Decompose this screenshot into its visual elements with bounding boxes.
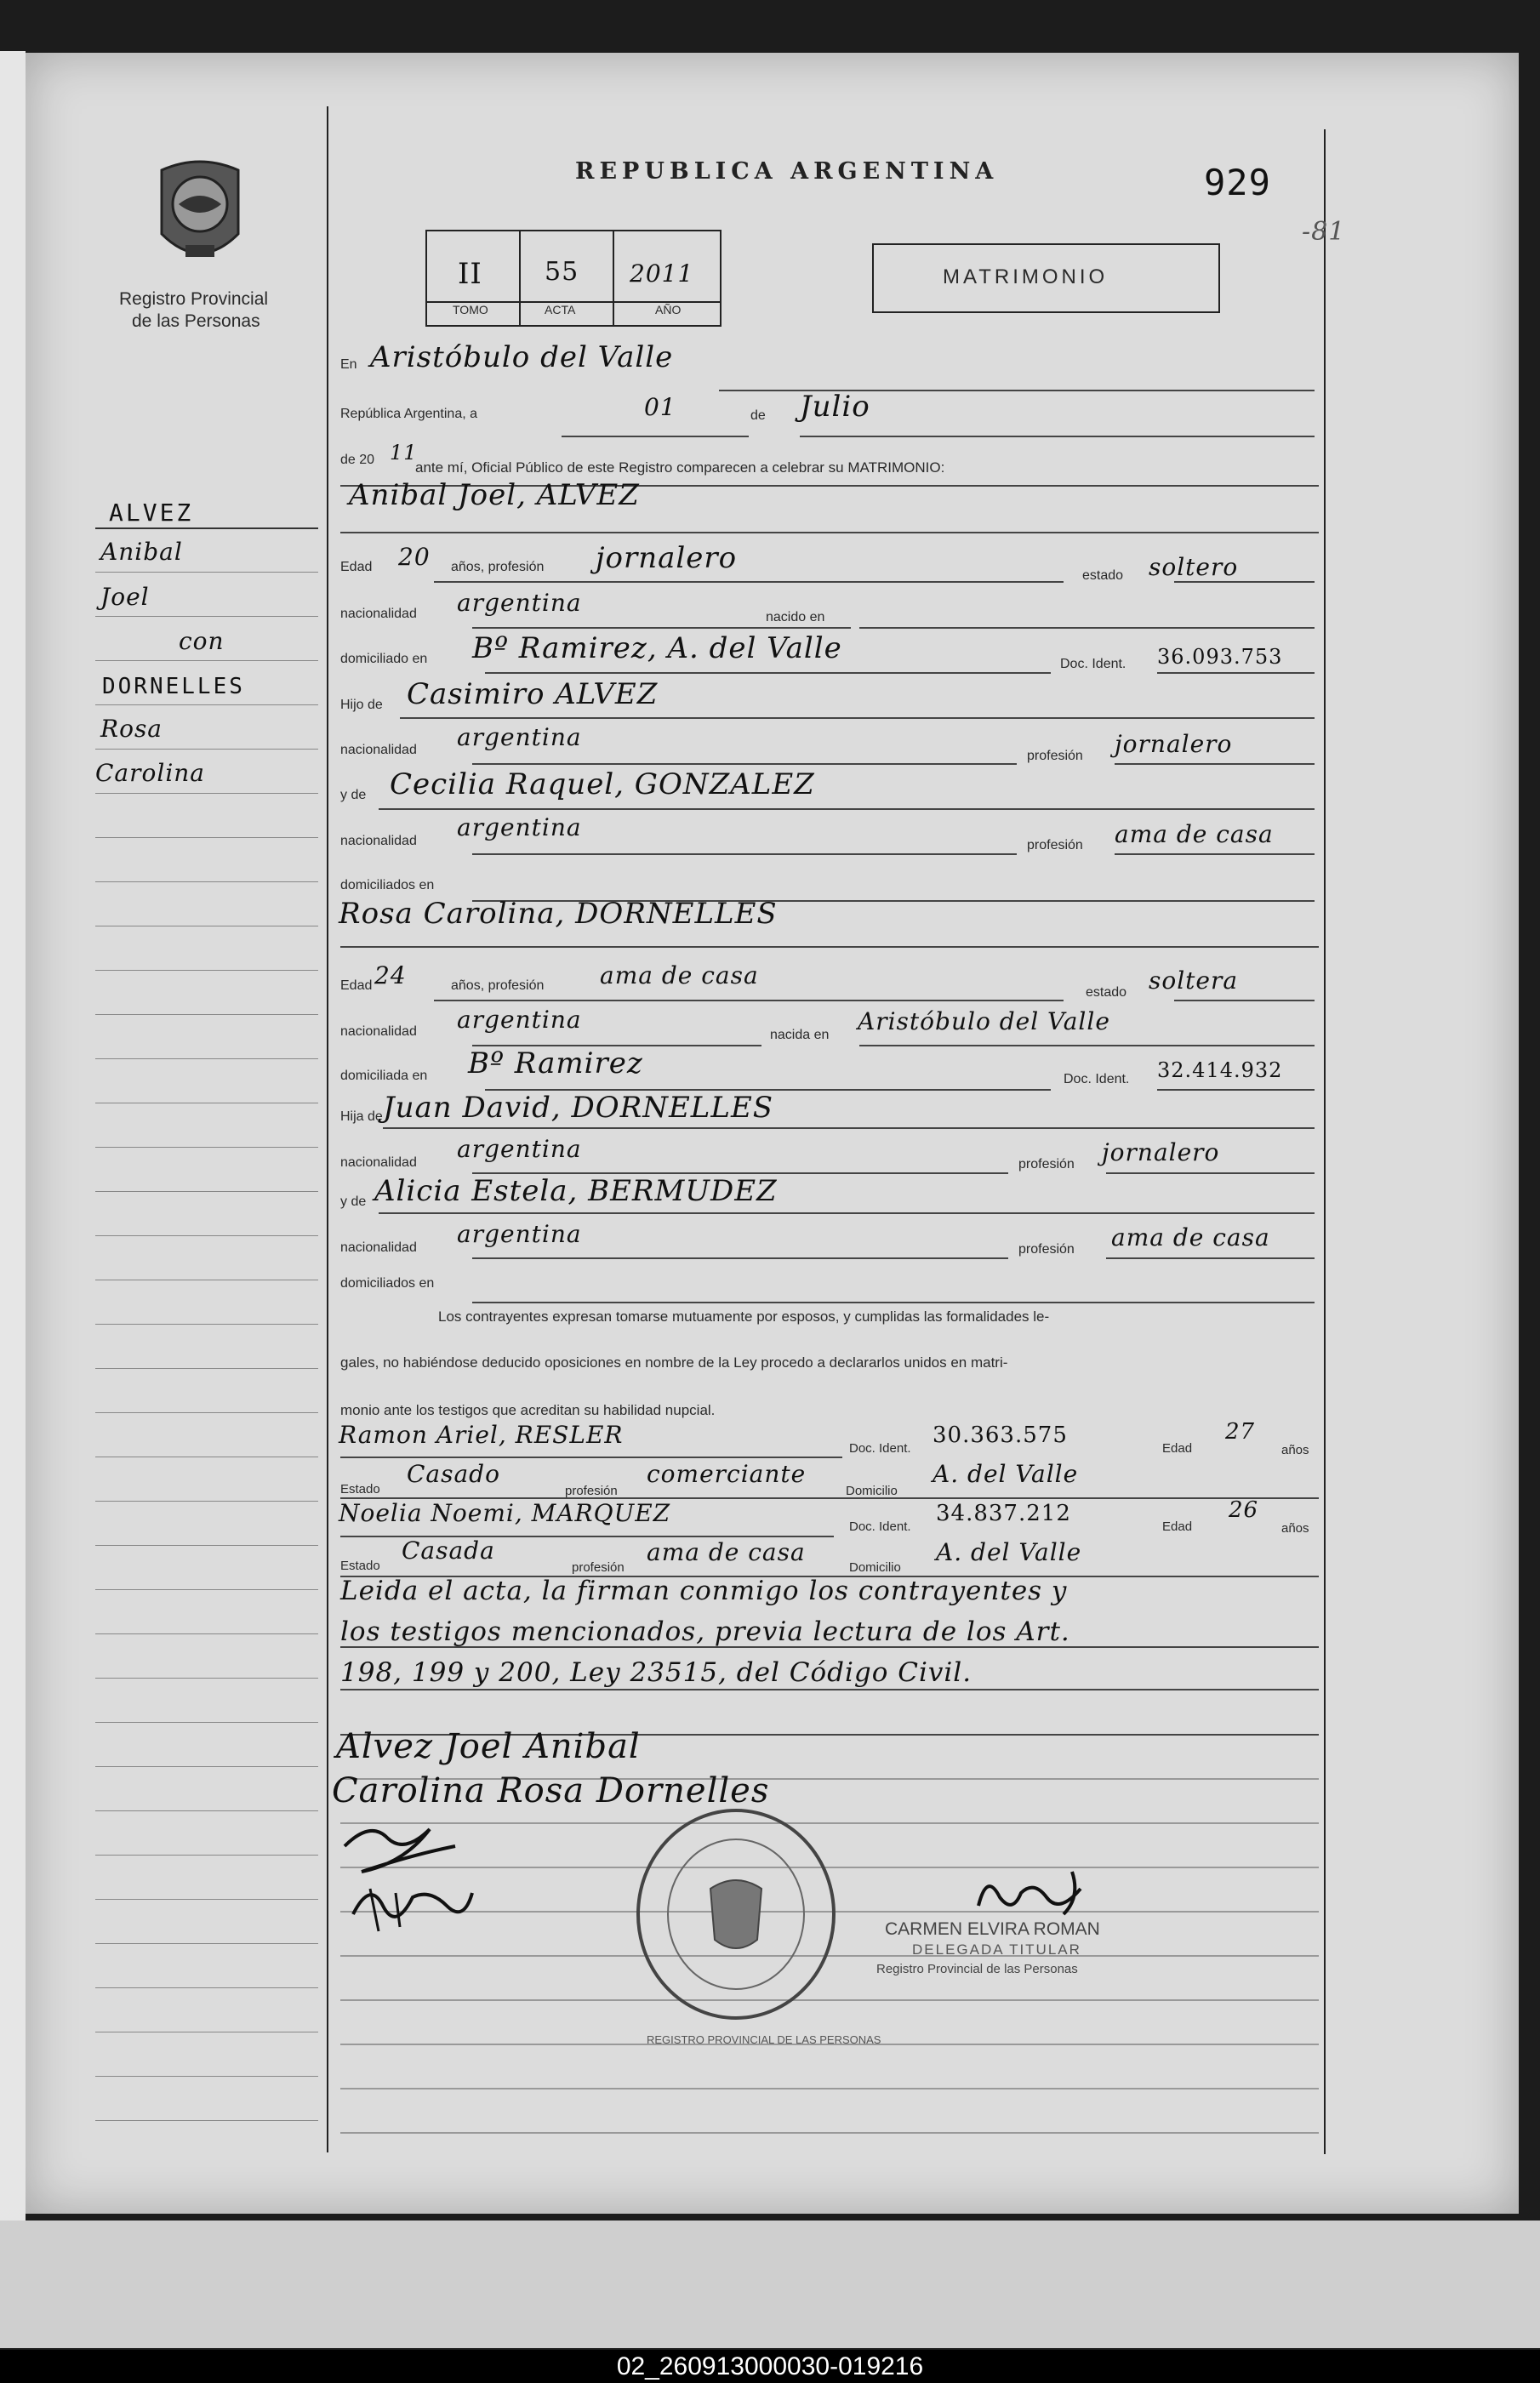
groom-domiciliados-label: domiciliados en <box>340 878 435 892</box>
declaration-line2: gales, no habiéndose deducido oposiciones en nombre de la Ley procedo a declararlos unidos en matri- <box>340 1354 1008 1371</box>
groom-name: Anibal Joel, ALVEZ <box>349 478 640 512</box>
bride-domicilio-label: domiciliada en <box>340 1069 428 1083</box>
bride-status: soltera <box>1149 966 1239 995</box>
groom-hijo-label: Hijo de <box>340 698 383 712</box>
groom-domicilio-label: domiciliado en <box>340 652 428 666</box>
bride-domicile: Bº Ramirez <box>468 1046 643 1080</box>
signature-groom: Alvez Joel Anibal <box>336 1727 641 1766</box>
closing-line2: los testigos mencionados, previa lectura de los Art. <box>340 1616 1070 1647</box>
year-suffix: 11 <box>390 441 418 465</box>
bride-profesion-label: años, profesión <box>451 978 545 993</box>
groom-mother-nat-label: nacionalidad <box>340 834 417 848</box>
groom-father: Casimiro ALVEZ <box>407 677 659 711</box>
month-value: Julio <box>800 390 870 424</box>
bride-hija-label: Hija de <box>340 1109 383 1124</box>
intro-text: ante mí, Oficial Público de este Registro comparecen a celebrar su MATRIMONIO: <box>415 459 945 476</box>
bride-mother-nat-label: nacionalidad <box>340 1240 417 1255</box>
witness2-status: Casada <box>402 1536 495 1565</box>
witness2-prof-label: profesión <box>572 1560 625 1575</box>
witness2-doc-label: Doc. Ident. <box>849 1519 911 1534</box>
groom-father-nationality: argentina <box>457 723 582 751</box>
tomo-value: II <box>458 257 482 291</box>
official-signature-icon <box>970 1863 1089 1923</box>
bride-profession: ama de casa <box>600 961 759 989</box>
bride-father-prof-label: profesión <box>1018 1157 1075 1172</box>
margin-rule <box>327 106 328 2152</box>
groom-status: soltero <box>1149 553 1239 581</box>
de-label: de <box>750 408 766 423</box>
bride-mother: Alicia Estela, BERMUDEZ <box>374 1174 778 1208</box>
groom-mother: Cecilia Raquel, GONZALEZ <box>390 767 815 801</box>
bride-father-profession: jornalero <box>1102 1138 1220 1166</box>
groom-mother-profession: ama de casa <box>1115 820 1274 848</box>
bride-edad-label: Edad <box>340 978 373 993</box>
agency-line1: Registro Provincial <box>119 289 269 309</box>
witness1-edad-label: Edad <box>1162 1441 1193 1456</box>
witness1-status: Casado <box>407 1460 500 1488</box>
republic-label: República Argentina, a <box>340 407 477 421</box>
margin-bride-surname: DORNELLES <box>102 674 245 699</box>
witness1-profession: comerciante <box>647 1460 807 1488</box>
corner-mark: -81 <box>1302 217 1346 247</box>
official-seal-icon <box>630 1804 842 2025</box>
en-label: En <box>340 357 357 372</box>
margin-con: con <box>179 627 225 655</box>
witness2-edad-label: Edad <box>1162 1519 1193 1534</box>
seal-text: REGISTRO PROVINCIAL DE LAS PERSONAS <box>647 2033 881 2046</box>
bride-father-nat-label: nacionalidad <box>340 1155 417 1170</box>
scan-bottom-strip <box>0 2221 1540 2348</box>
witness1-age: 27 <box>1225 1419 1256 1445</box>
bride-mother-prof-label: profesión <box>1018 1242 1075 1257</box>
page-number: 929 <box>1204 162 1271 203</box>
year-prefix: de 20 <box>340 453 375 467</box>
groom-profession: jornalero <box>596 541 738 575</box>
witness1-estado-label: Estado <box>340 1482 380 1497</box>
bride-name: Rosa Carolina, DORNELLES <box>339 897 778 931</box>
day-value: 01 <box>644 393 676 421</box>
witness2-anos-label: años <box>1281 1521 1309 1536</box>
bride-domiciliados-label: domiciliados en <box>340 1276 435 1291</box>
official-office: Registro Provincial de las Personas <box>876 1962 1078 1976</box>
groom-domicile: Bº Ramirez, A. del Valle <box>472 631 842 665</box>
margin-groom-surname: ALVEZ <box>109 499 194 527</box>
bride-mother-profession: ama de casa <box>1111 1223 1270 1251</box>
right-rule <box>1324 129 1326 2154</box>
acta-label: ACTA <box>545 303 576 316</box>
bride-estado-label: estado <box>1086 985 1127 1000</box>
bride-doc-label: Doc. Ident. <box>1064 1072 1130 1086</box>
year-value: 2011 <box>630 259 694 288</box>
declaration-line1: Los contrayentes expresan tomarse mutuamente por esposos, y cumplidas las formalidades le- <box>438 1308 1050 1325</box>
margin-groom-first: Anibal <box>100 538 183 566</box>
signature-bride: Carolina Rosa Dornelles <box>332 1771 770 1810</box>
groom-edad-label: Edad <box>340 560 373 574</box>
groom-mother-prof-label: profesión <box>1027 838 1083 852</box>
bride-age: 24 <box>374 961 407 989</box>
record-type: MATRIMONIO <box>943 265 1109 288</box>
declaration-line3: monio ante los testigos que acreditan su habilidad nupcial. <box>340 1402 716 1418</box>
witness2-name: Noelia Noemi, MARQUEZ <box>339 1499 671 1527</box>
bride-nacida-label: nacida en <box>770 1028 830 1042</box>
margin-bride-second: Carolina <box>95 759 205 787</box>
closing-line1: Leida el acta, la firman conmigo los contrayentes y <box>340 1576 1068 1606</box>
bride-yde-label: y de <box>340 1194 367 1209</box>
bride-father: Juan David, DORNELLES <box>383 1091 774 1125</box>
groom-mother-nationality: argentina <box>457 813 582 841</box>
witness1-anos-label: años <box>1281 1443 1309 1457</box>
groom-nationality: argentina <box>457 589 582 617</box>
closing-line3: 198, 199 y 200, Ley 23515, del Código Civil. <box>340 1657 972 1688</box>
groom-doc-label: Doc. Ident. <box>1060 657 1126 671</box>
witness1-name: Ramon Ariel, RESLER <box>339 1421 624 1449</box>
bride-birthplace: Aristóbulo del Valle <box>858 1007 1110 1035</box>
agency-line2: de las Personas <box>132 311 260 331</box>
groom-father-nat-label: nacionalidad <box>340 743 417 757</box>
witness1-domicile: A. del Valle <box>933 1460 1079 1488</box>
place-value: Aristóbulo del Valle <box>370 340 674 374</box>
witness-signatures-icon <box>336 1821 489 1940</box>
witness2-estado-label: Estado <box>340 1559 380 1573</box>
groom-father-prof-label: profesión <box>1027 749 1083 763</box>
bride-mother-nationality: argentina <box>457 1220 582 1248</box>
witness2-domicile: A. del Valle <box>936 1538 1082 1566</box>
groom-nacionalidad-label: nacionalidad <box>340 607 417 621</box>
witness1-prof-label: profesión <box>565 1484 618 1498</box>
country-title: REPUBLICA ARGENTINA <box>575 158 999 185</box>
witness1-doc: 30.363.575 <box>933 1422 1068 1448</box>
groom-father-profession: jornalero <box>1115 730 1233 758</box>
image-id: 02_260913000030-019216 <box>616 2352 924 2380</box>
groom-doc: 36.093.753 <box>1157 645 1283 669</box>
bride-nacionalidad-label: nacionalidad <box>340 1024 417 1039</box>
bride-doc: 32.414.932 <box>1157 1058 1283 1082</box>
witness2-profession: ama de casa <box>647 1538 806 1566</box>
bride-father-nationality: argentina <box>457 1135 582 1163</box>
image-id-bar <box>0 2350 1540 2383</box>
groom-estado-label: estado <box>1082 568 1124 583</box>
groom-age: 20 <box>398 543 431 571</box>
witness2-dom-label: Domicilio <box>849 1560 901 1575</box>
witness1-doc-label: Doc. Ident. <box>849 1441 911 1456</box>
margin-bride-first: Rosa <box>100 715 163 743</box>
year-label: AÑO <box>655 303 682 316</box>
bride-nationality: argentina <box>457 1006 582 1034</box>
witness2-age: 26 <box>1229 1497 1259 1523</box>
groom-profesion-label: años, profesión <box>451 560 545 574</box>
province-emblem-icon <box>145 153 255 281</box>
groom-yde-label: y de <box>340 788 367 802</box>
official-name: CARMEN ELVIRA ROMAN <box>885 1919 1100 1939</box>
margin-groom-second: Joel <box>100 583 150 611</box>
witness1-dom-label: Domicilio <box>846 1484 898 1498</box>
official-title: DELEGADA TITULAR <box>912 1941 1081 1958</box>
acta-value: 55 <box>545 257 579 287</box>
tomo-label: TOMO <box>453 303 488 316</box>
groom-nacido-label: nacido en <box>766 610 825 624</box>
paper-edge <box>0 51 26 2221</box>
witness2-doc: 34.837.212 <box>936 1501 1071 1526</box>
